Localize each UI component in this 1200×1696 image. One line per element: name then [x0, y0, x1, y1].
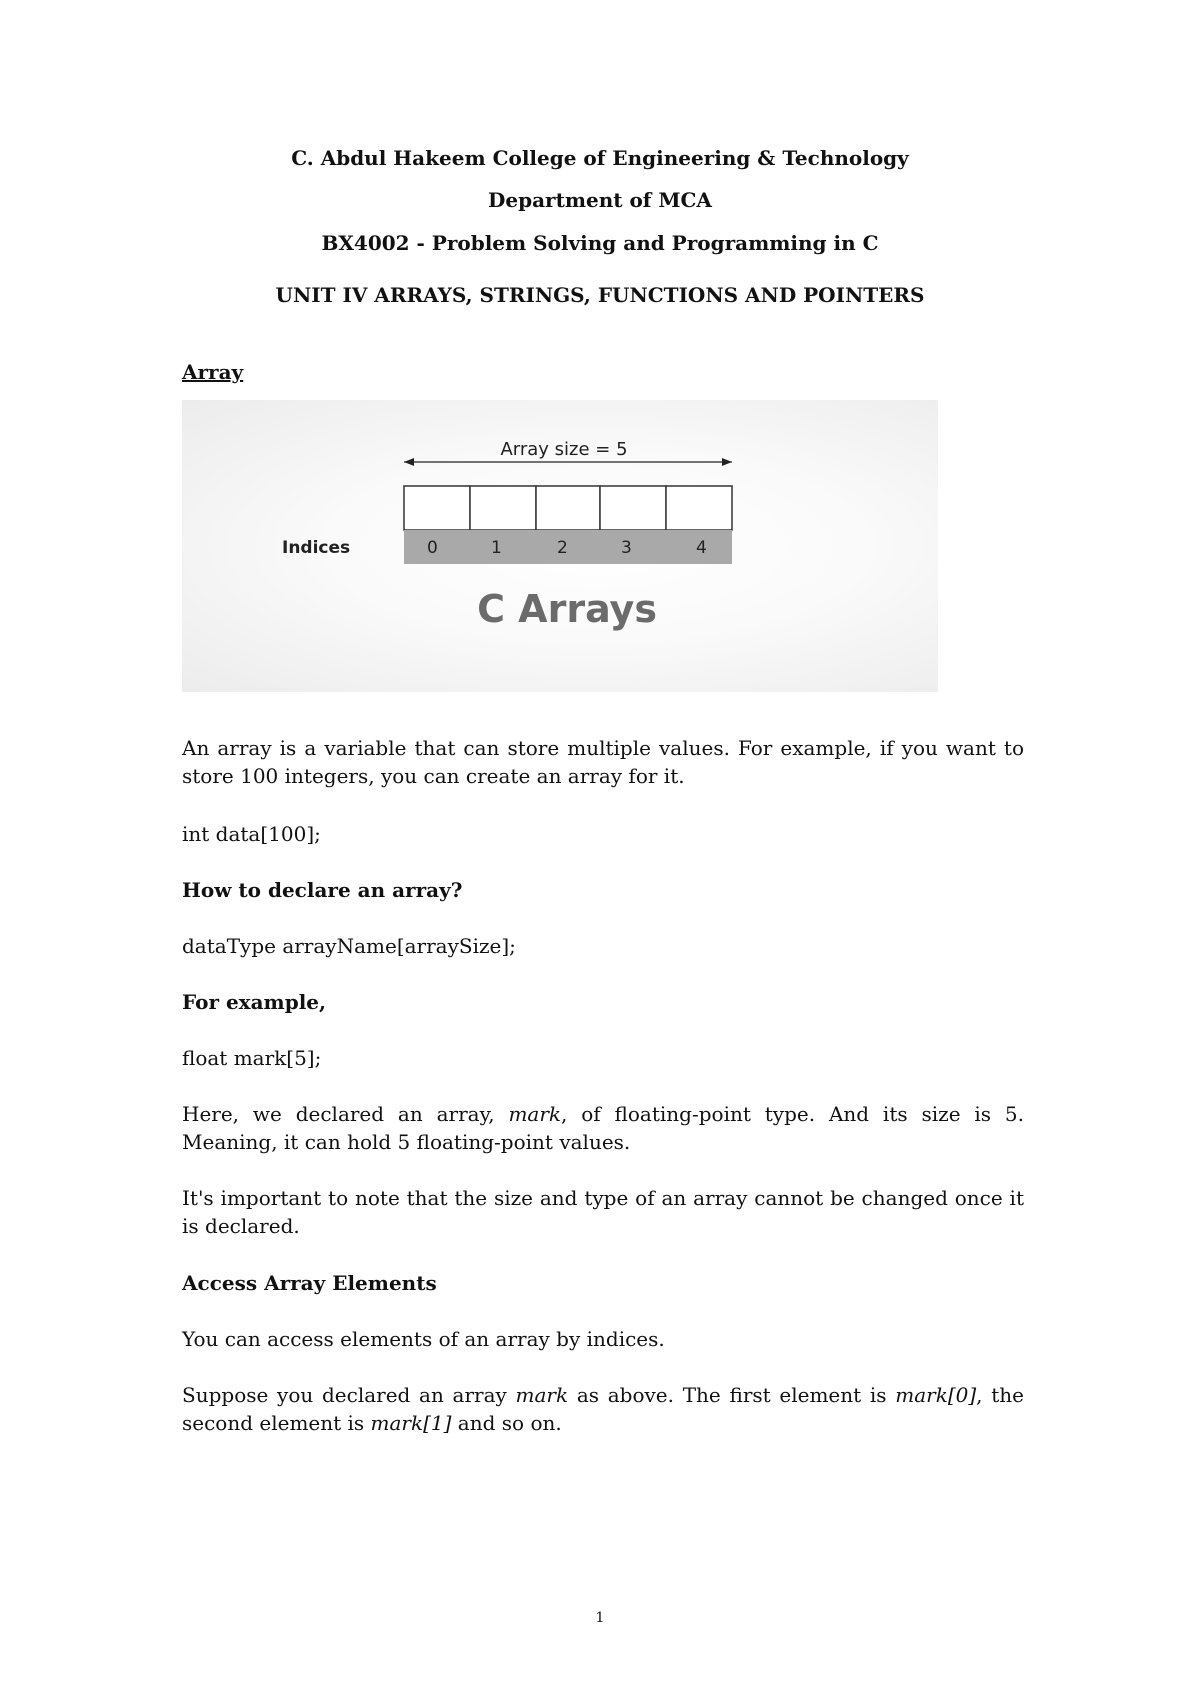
- department-name: Department of MCA: [488, 188, 712, 212]
- suppose-text-1: Suppose you declared an array: [182, 1383, 516, 1407]
- page-number: 1: [595, 1610, 605, 1626]
- unit-title: UNIT IV ARRAYS, STRINGS, FUNCTIONS AND POINTERS: [275, 283, 925, 307]
- intro-paragraph: An array is a variable that can store multiple values. For example, if you want to store 100 integers, you can create an array for it.: [182, 736, 1024, 788]
- note-paragraph: It's important to note that the size and type of an array cannot be changed once it is declared.: [182, 1186, 1024, 1238]
- course-title: BX4002 - Problem Solving and Programming in C: [321, 231, 879, 255]
- index-bar: [404, 530, 732, 564]
- figure-caption: C Arrays: [477, 587, 657, 631]
- declared-text-mark: mark: [508, 1102, 562, 1126]
- declared-text-pre: Here, we declared an array,: [182, 1102, 509, 1126]
- array-diagram-svg: [182, 400, 938, 692]
- section-title-array: Array: [182, 360, 244, 384]
- access-paragraph: You can access elements of an array by indices.: [182, 1327, 665, 1351]
- code-example-data: int data[100];: [182, 822, 321, 846]
- size-arrow-left-head: [404, 458, 414, 466]
- code-example-mark: float mark[5];: [182, 1046, 322, 1070]
- index-label: 2: [557, 538, 568, 558]
- array-cell: [600, 486, 666, 530]
- code-declaration-syntax: dataType arrayName[arraySize];: [182, 934, 516, 958]
- array-cell: [666, 486, 732, 530]
- suppose-mark0: mark[0]: [895, 1383, 977, 1407]
- declare-heading: How to declare an array?: [182, 878, 463, 902]
- example-heading: For example,: [182, 990, 326, 1014]
- array-cell: [470, 486, 536, 530]
- indices-label: Indices: [282, 538, 351, 558]
- index-label: 4: [696, 538, 707, 558]
- index-label: 3: [621, 538, 632, 558]
- index-label: 1: [491, 538, 502, 558]
- college-name: C. Abdul Hakeem College of Engineering & Technology: [291, 146, 909, 170]
- index-label: 0: [427, 538, 438, 558]
- suppose-mark: mark: [515, 1383, 569, 1407]
- size-arrow-right-head: [722, 458, 732, 466]
- array-diagram: [182, 400, 938, 692]
- suppose-text-4: and so on.: [451, 1411, 562, 1435]
- declared-paragraph: [182, 1100, 1024, 1156]
- suppose-paragraph: [182, 1381, 1024, 1437]
- array-cell: [404, 486, 470, 530]
- suppose-text-3: , the second element is: [182, 1383, 1024, 1435]
- array-cells: [404, 486, 732, 530]
- array-size-label: Array size = 5: [500, 439, 628, 460]
- array-cell: [536, 486, 600, 530]
- suppose-mark1: mark[1]: [370, 1411, 452, 1435]
- suppose-text-2: as above. The first element is: [568, 1383, 896, 1407]
- declared-text-post: , of floating-point type. And its size is 5. Meaning, it can hold 5 floating-point values.: [182, 1102, 1024, 1154]
- access-heading: Access Array Elements: [182, 1271, 437, 1295]
